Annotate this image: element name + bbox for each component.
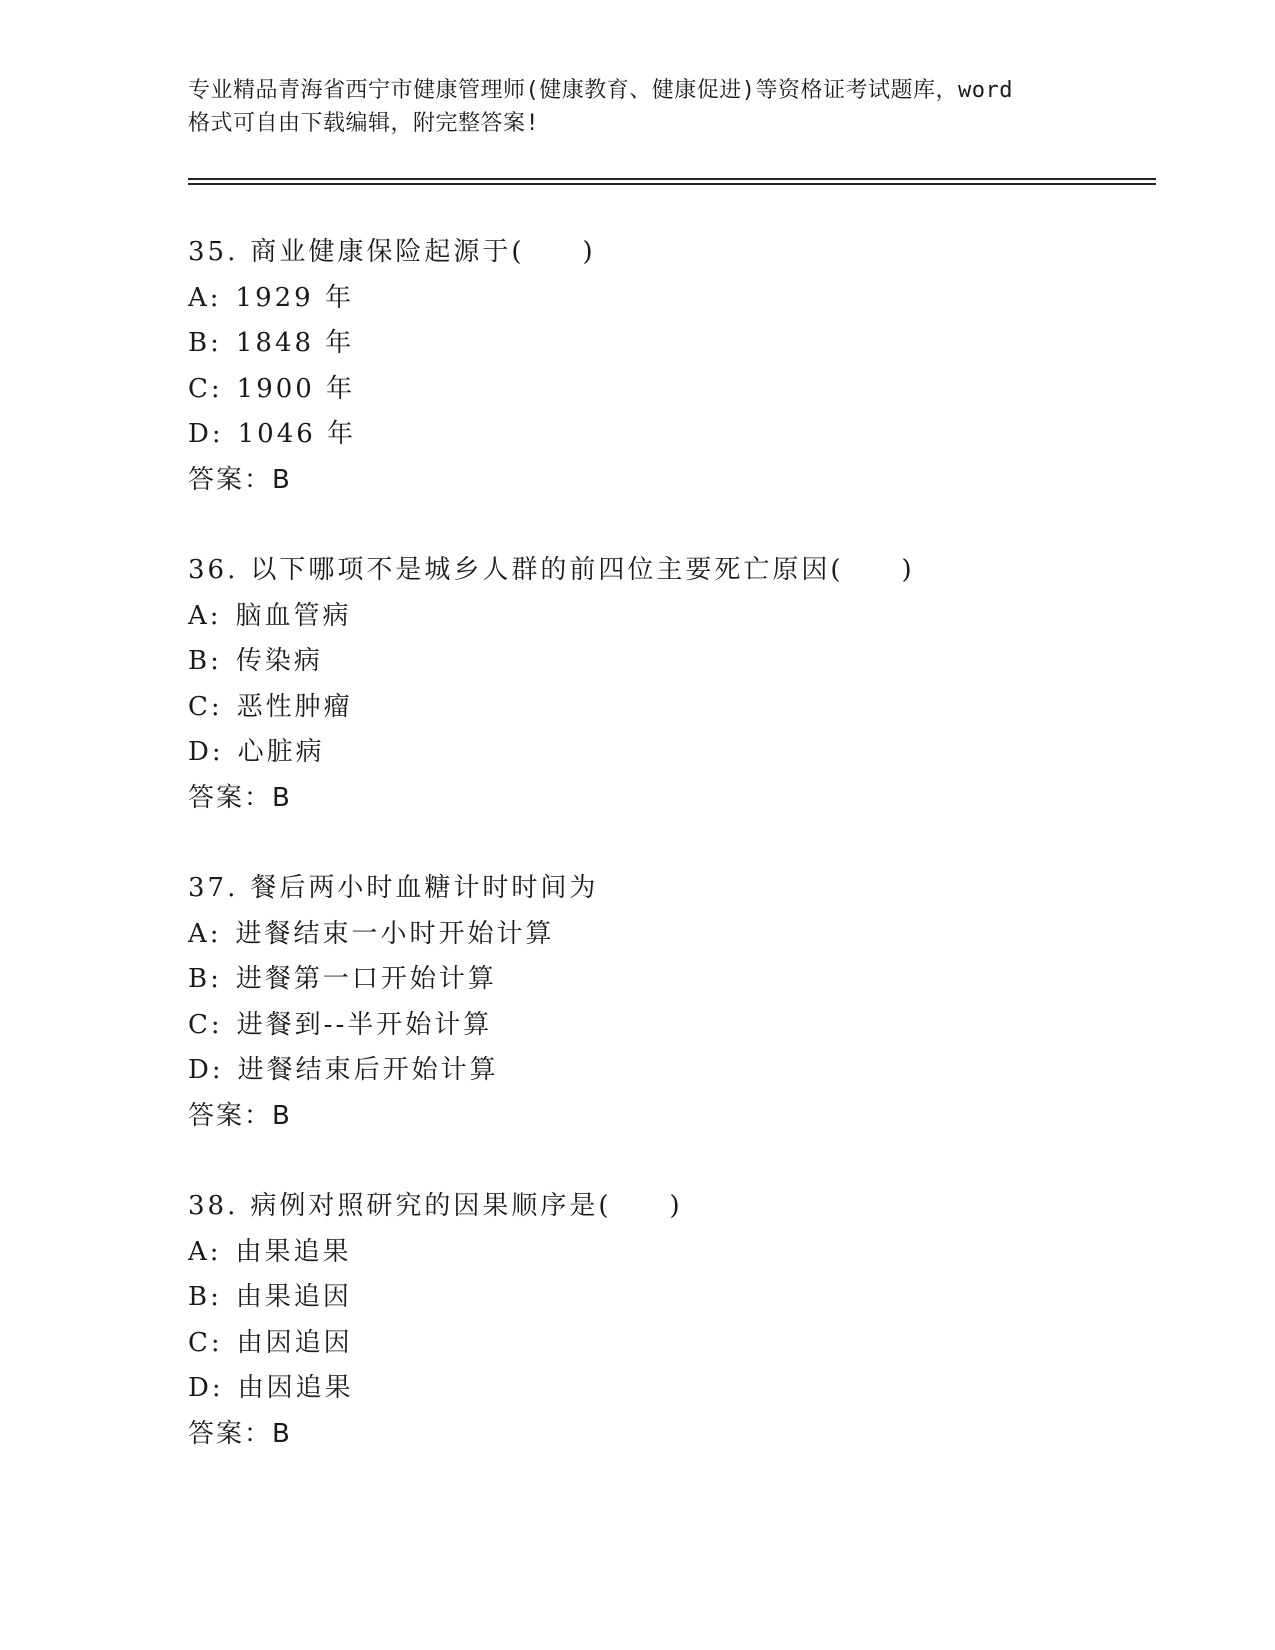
question-block	[188, 1184, 1148, 1457]
question-number: 36.	[188, 555, 239, 585]
option-letter: D:	[188, 737, 224, 767]
question-number: 35.	[188, 237, 239, 267]
question-text: 商业健康保险起源于( )	[250, 237, 596, 267]
option-d	[188, 1048, 1148, 1094]
option-letter: B:	[188, 1282, 222, 1312]
option-text: 由因追果	[237, 1373, 354, 1403]
option-b	[188, 639, 1148, 685]
question-block	[188, 866, 1148, 1139]
option-letter: B:	[188, 328, 222, 358]
question-stem	[188, 230, 1148, 276]
option-letter: C:	[188, 373, 223, 404]
header-line-1: 专业精品青海省西宁市健康管理师(健康教育、健康促进)等资格证考试题库，word	[188, 78, 1013, 103]
option-a	[188, 276, 1148, 322]
option-d	[188, 412, 1148, 458]
option-text: 由因追因	[236, 1327, 353, 1358]
option-b	[188, 321, 1148, 367]
answer-line: 答案：B	[188, 1418, 292, 1449]
option-a	[188, 912, 1148, 958]
option-d	[188, 1366, 1148, 1412]
option-letter: C:	[188, 691, 223, 722]
option-text: 心脏病	[237, 737, 325, 767]
option-text: 1046 年	[237, 419, 357, 449]
answer-line: 答案：B	[188, 782, 292, 813]
option-b	[188, 1275, 1148, 1321]
option-c	[188, 1321, 1148, 1367]
option-c	[188, 685, 1148, 731]
option-text: 传染病	[235, 646, 323, 676]
option-text: 恶性肿瘤	[236, 691, 353, 722]
option-b	[188, 957, 1148, 1003]
option-letter: B:	[188, 964, 222, 994]
option-letter: A:	[188, 600, 222, 631]
option-text: 1929 年	[235, 282, 354, 313]
option-c	[188, 1003, 1148, 1049]
option-letter: C:	[188, 1327, 223, 1358]
option-a	[188, 594, 1148, 640]
option-letter: A:	[188, 282, 222, 313]
question-stem	[188, 548, 1148, 594]
option-a	[188, 1230, 1148, 1276]
option-c	[188, 367, 1148, 413]
header-divider-bottom	[188, 183, 1156, 185]
option-letter: D:	[188, 419, 224, 449]
question-block	[188, 230, 1148, 503]
option-d	[188, 730, 1148, 776]
option-text: 1848 年	[235, 328, 355, 358]
option-text: 脑血管病	[235, 600, 352, 631]
option-letter: A:	[188, 918, 222, 949]
option-letter: A:	[188, 1236, 222, 1267]
header-line-2: 格式可自由下载编辑，附完整答案!	[188, 111, 540, 136]
option-letter: C:	[188, 1009, 223, 1040]
answer-line: 答案：B	[188, 464, 292, 495]
option-letter: D:	[188, 1373, 224, 1403]
option-letter: D:	[188, 1055, 224, 1085]
header-divider-top	[188, 178, 1156, 180]
option-text: 进餐结束后开始计算	[237, 1055, 499, 1085]
question-text: 病例对照研究的因果顺序是( )	[250, 1191, 683, 1221]
option-letter: B:	[188, 646, 222, 676]
question-stem	[188, 1184, 1148, 1230]
option-text: 进餐结束一小时开始计算	[235, 918, 555, 949]
document-header	[188, 74, 1088, 140]
question-text: 以下哪项不是城乡人群的前四位主要死亡原因( )	[250, 555, 915, 585]
option-text: 1900 年	[236, 373, 356, 404]
question-block	[188, 548, 1148, 821]
option-text: 由果追果	[235, 1236, 352, 1267]
question-number: 37.	[188, 873, 239, 903]
question-stem	[188, 866, 1148, 912]
question-number: 38.	[188, 1191, 239, 1221]
option-text: 进餐第一口开始计算	[235, 964, 497, 994]
option-text: 由果追因	[235, 1282, 352, 1312]
option-text: 进餐到--半开始计算	[236, 1009, 493, 1040]
question-text: 餐后两小时血糖计时时间为	[250, 873, 599, 903]
answer-line: 答案：B	[188, 1100, 292, 1131]
